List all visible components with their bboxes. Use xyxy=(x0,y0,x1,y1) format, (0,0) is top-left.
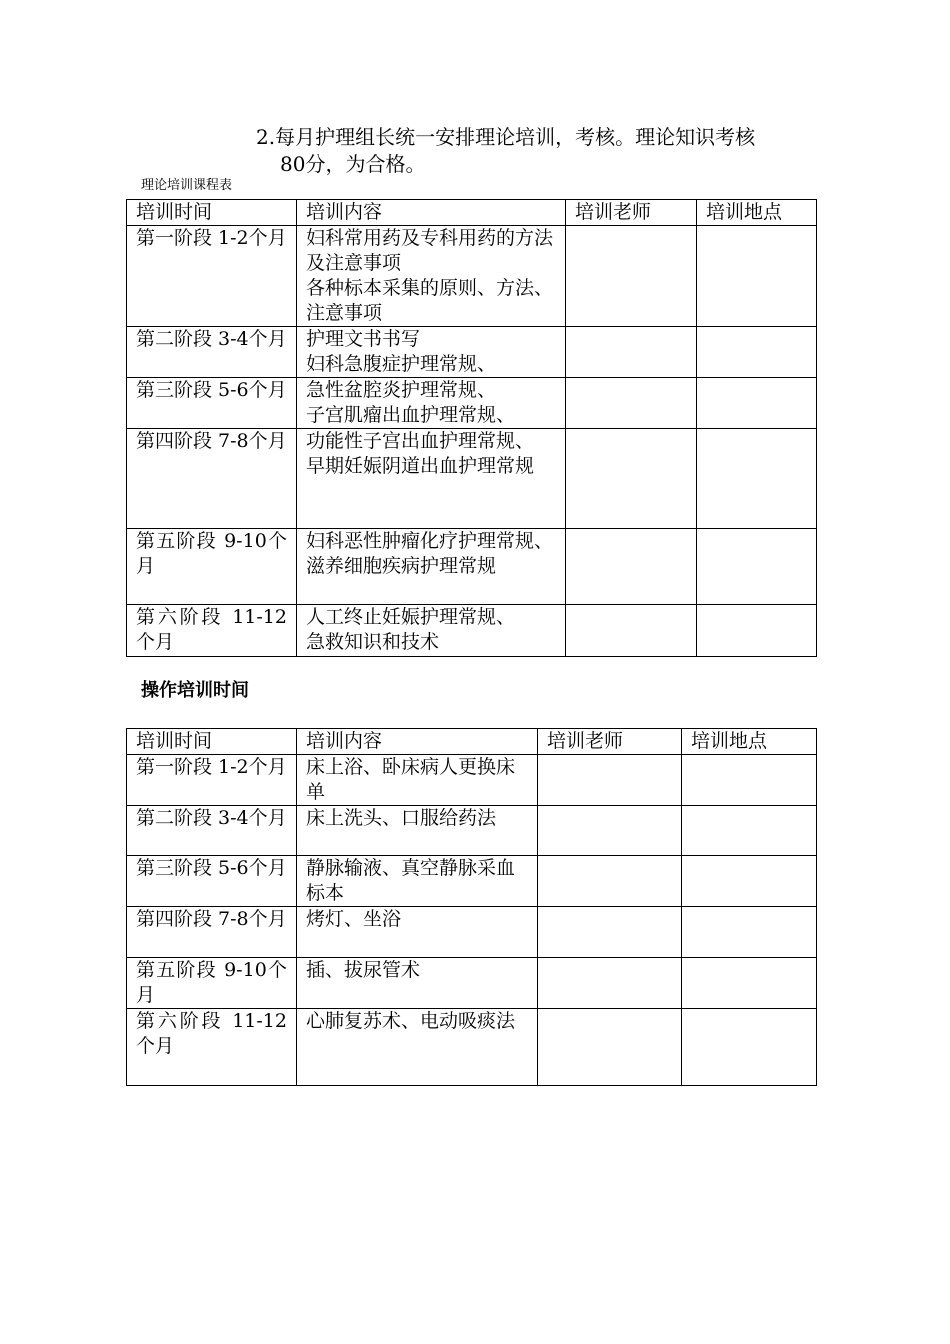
content-line: 妇科恶性肿瘤化疗护理常规、 xyxy=(306,530,554,552)
table-row xyxy=(127,226,817,327)
content-cell xyxy=(297,806,538,856)
content-line: 烤灯、坐浴 xyxy=(306,908,402,930)
location-cell xyxy=(682,958,817,1009)
header-teacher: 培训老师 xyxy=(566,200,697,226)
content-line: 人工终止妊娠护理常规、 xyxy=(306,606,516,628)
content-cell xyxy=(297,856,538,907)
location-cell xyxy=(697,226,817,327)
stage-cell: 第五阶段 9-10个月 xyxy=(127,958,297,1009)
content-cell xyxy=(297,755,538,806)
header-location: 培训地点 xyxy=(682,729,817,755)
teacher-cell xyxy=(566,327,697,378)
header-teacher: 培训老师 xyxy=(538,729,682,755)
content-line: 各种标本采集的原则、方法、注意事项 xyxy=(306,277,554,324)
location-cell xyxy=(697,327,817,378)
table-row xyxy=(127,958,817,1009)
table-header-row xyxy=(127,200,817,226)
table-row xyxy=(127,605,817,657)
content-line: 床上洗头、口服给药法 xyxy=(306,807,497,829)
teacher-cell xyxy=(566,429,697,529)
stage-cell: 第四阶段 7-8个月 xyxy=(127,429,297,529)
location-cell xyxy=(682,856,817,907)
intro-line-2: 80分，为合格。 xyxy=(280,152,426,176)
teacher-cell xyxy=(538,806,682,856)
content-cell xyxy=(297,529,566,605)
header-time: 培训时间 xyxy=(127,200,297,226)
content-line: 功能性子宫出血护理常规、 xyxy=(306,430,535,452)
content-line: 子宫肌瘤出血护理常规、 xyxy=(306,404,516,426)
stage-cell: 第二阶段 3-4个月 xyxy=(127,327,297,378)
table-row xyxy=(127,327,817,378)
location-cell xyxy=(697,605,817,657)
table-row xyxy=(127,529,817,605)
theory-table-caption: 理论培训课程表 xyxy=(141,178,233,193)
header-content: 培训内容 xyxy=(297,200,566,226)
table-row xyxy=(127,907,817,958)
content-line: 床上浴、卧床病人更换床单 xyxy=(306,756,516,803)
location-cell xyxy=(682,1009,817,1086)
content-cell xyxy=(297,907,538,958)
content-line: 早期妊娠阴道出血护理常规 xyxy=(306,455,535,477)
header-time: 培训时间 xyxy=(127,729,297,755)
teacher-cell xyxy=(566,605,697,657)
table-row xyxy=(127,806,817,856)
stage-cell: 第三阶段 5-6个月 xyxy=(127,856,297,907)
content-cell xyxy=(297,378,566,429)
table-row xyxy=(127,1009,817,1086)
content-cell xyxy=(297,605,566,657)
table-row xyxy=(127,429,817,529)
content-cell xyxy=(297,327,566,378)
content-cell xyxy=(297,429,566,529)
content-cell xyxy=(297,226,566,327)
stage-cell: 第二阶段 3-4个月 xyxy=(127,806,297,856)
teacher-cell xyxy=(538,755,682,806)
table-row xyxy=(127,378,817,429)
content-line: 滋养细胞疾病护理常规 xyxy=(306,555,497,577)
content-line: 急救知识和技术 xyxy=(306,631,440,653)
location-cell xyxy=(697,378,817,429)
content-line: 急性盆腔炎护理常规、 xyxy=(306,379,497,401)
content-cell xyxy=(297,1009,538,1086)
teacher-cell xyxy=(566,529,697,605)
stage-cell: 第一阶段 1-2个月 xyxy=(127,755,297,806)
theory-training-table xyxy=(126,199,817,657)
stage-cell: 第六阶段 11-12个月 xyxy=(127,605,297,657)
teacher-cell xyxy=(538,856,682,907)
teacher-cell xyxy=(566,226,697,327)
content-line: 护理文书书写 xyxy=(306,328,421,350)
header-location: 培训地点 xyxy=(697,200,817,226)
stage-cell: 第五阶段 9-10个月 xyxy=(127,529,297,605)
location-cell xyxy=(682,755,817,806)
content-line: 静脉输液、真空静脉采血标本 xyxy=(306,857,516,904)
location-cell xyxy=(682,907,817,958)
stage-cell: 第六阶段 11-12个月 xyxy=(127,1009,297,1086)
practice-training-table xyxy=(126,728,817,1086)
location-cell xyxy=(697,529,817,605)
teacher-cell xyxy=(566,378,697,429)
location-cell xyxy=(682,806,817,856)
teacher-cell xyxy=(538,1009,682,1086)
location-cell xyxy=(697,429,817,529)
teacher-cell xyxy=(538,907,682,958)
table-row xyxy=(127,856,817,907)
table-row xyxy=(127,755,817,806)
header-content: 培训内容 xyxy=(297,729,538,755)
content-line: 插、拔尿管术 xyxy=(306,959,421,981)
table-header-row xyxy=(127,729,817,755)
content-line: 心肺复苏术、电动吸痰法 xyxy=(306,1010,516,1032)
stage-cell: 第一阶段 1-2个月 xyxy=(127,226,297,327)
content-cell xyxy=(297,958,538,1009)
teacher-cell xyxy=(538,958,682,1009)
content-line: 妇科常用药及专科用药的方法及注意事项 xyxy=(306,227,554,274)
intro-line-1: 2.每月护理组长统一安排理论培训，考核。理论知识考核 xyxy=(256,125,756,149)
intro-paragraph xyxy=(256,124,816,178)
practice-section-title: 操作培训时间 xyxy=(141,680,249,701)
stage-cell: 第三阶段 5-6个月 xyxy=(127,378,297,429)
content-line: 妇科急腹症护理常规、 xyxy=(306,353,497,375)
stage-cell: 第四阶段 7-8个月 xyxy=(127,907,297,958)
